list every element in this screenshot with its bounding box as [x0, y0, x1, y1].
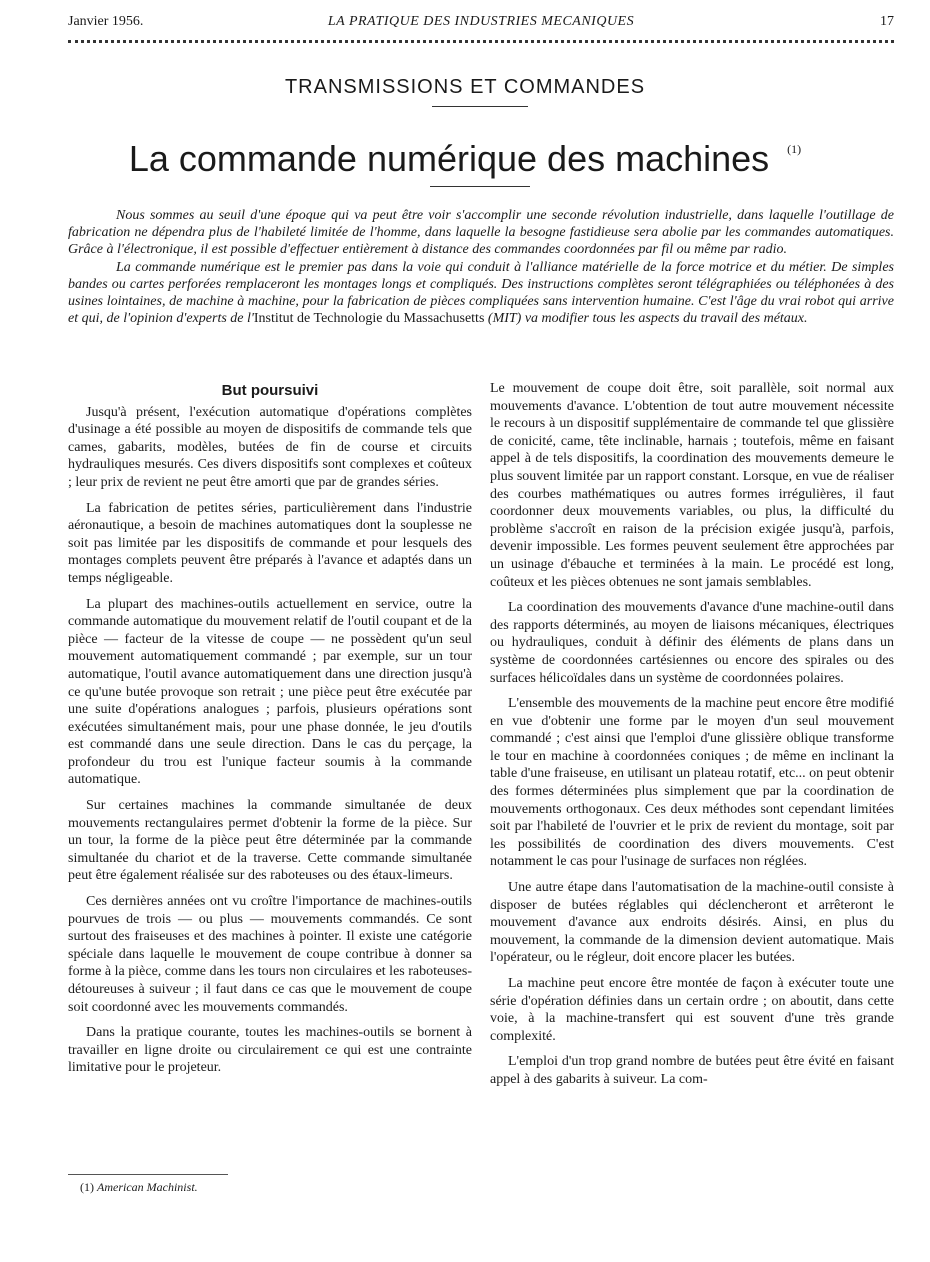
- intro-paragraph: Nous sommes au seuil d'une époque qui va peut être voir s'accomplir une seconde révolution industrielle, dans laquelle l'outillage de fabrication ne dépendra plus de l'habileté limitée de l'homme, dans laquelle la besogne fastidieuse sera abolie par les commandes automatiques. Grâce à l'électronique, il est possible d'effectuer entièrement à distance des commandes coordonnées par fil ou même par radio.: [68, 208, 894, 258]
- header-divider: [68, 40, 894, 43]
- footnote-mark: (1): [80, 1180, 94, 1194]
- body-paragraph: La plupart des machines-outils actuellement en service, outre la commande automatique du mouvement relatif de l'outil coupant et de la pièce — facteur de la vitesse de coupe — ne possèdent qu'un seul mouvement automatiquement commandé ; par exemple, sur un tour automatique, l'outil avance automatiquement dans une direction jusqu'à ce qu'une butée provoque son retrait ; une pièce peut être exécutée par une suite d'opérations analogues ; parfois, plusieurs opérations sont exécutées simultanément mais, pour une phase donnée, le jeu d'outils est commandé dans une seule direction. Dans le cas du perçage, la profondeur du trou est l'unique facteur soumis à la commande automatique.: [68, 596, 472, 788]
- article-title: [0, 138, 930, 180]
- article-intro: [68, 207, 894, 327]
- title-underline: [430, 186, 530, 187]
- body-paragraph: Dans la pratique courante, toutes les machines-outils se bornent à travailler en ligne droite ou circulairement ce qui est une contrainte limitative pour le projeteur.: [68, 1025, 472, 1076]
- section-title-underline: [432, 106, 528, 107]
- right-column: [490, 380, 894, 1097]
- body-paragraph: La fabrication de petites séries, particulièrement dans l'industrie aéronautique, a besoin de machines automatiques dont la souplesse ne soit pas limitée par les dispositifs de commande et pour lesquels des montages complets peuvent être préparés à l'avance et adaptés dans un temps négligeable.: [68, 500, 472, 586]
- body-paragraph: L'ensemble des mouvements de la machine peut encore être modifié en vue d'obtenir une forme par le moyen d'un seul mouvement commandé ; c'est ainsi que l'emploi d'une glissière oblique transforme le tour en machine à coordonnées coniques ; de même en inclinant la table d'une fraiseuse, en utilisant un plateau rotatif, etc... on peut obtenir des formes déterminées plus simplement que par la coordination de mouvements orthogonaux. Ces deux méthodes sont cependant limitées soit par l'habileté de l'ouvrier et le prix de revient du montage, soit par les possibilités de coordination des divers mouvements. C'est notamment le cas pour l'usinage de surfaces non réglées.: [490, 696, 894, 870]
- body-paragraph: La coordination des mouvements d'avance d'une machine-outil dans des rapports déterminés, au moyen de liaisons mécaniques, électriques ou hydrauliques, conduit à définir des éléments de plans dans un système de coordonnées cartésiennes ou encore des spirales ou des surfaces hélicoïdales dans un système de coordonnées polaires.: [490, 600, 894, 686]
- title-footnote-mark: (1): [787, 142, 802, 156]
- body-paragraph: Le mouvement de coupe doit être, soit parallèle, soit normal aux mouvements d'avance. L'obtention de tout autre mouvement nécessite le recours à un dispositif supplémentaire de commande tel que glissière de conicité, came, tête inclinable, harnais ; toutefois, même en faisant appel à de tels dispositifs, la coordination des mouvements demeure le plus souvent limitée par un rapport constant. Lorsque, en vue de réaliser des courbes mathématiques ou autres formes irrégulières, il faut coordonner deux mouvements variables, ou plus, la difficulté du problème s'accroît en raison de la précision exigée jusqu'à, parfois, devenir impossible. Les formes peuvent seulement être approchées par un usinage d'ébauche et terminées à la main. Le procédé est long, coûteux et les pièces obtenues ne sont jamais semblables.: [490, 381, 894, 590]
- institute-name: Institut de Technologie du Massachusetts: [253, 311, 485, 327]
- running-head: [68, 14, 894, 32]
- left-column: [68, 380, 472, 1085]
- body-paragraph: Sur certaines machines la commande simultanée de deux mouvements rectangulaires permet d'obtenir la forme de la pièce. Sur un tour, la forme de la pièce peut être déterminée par la commande simultanée du chariot et de la traverse. Cette commande simultanée peut être également réalisée sur des raboteuses ou des étaux-limeurs.: [68, 798, 472, 884]
- body-paragraph: Ces dernières années ont vu croître l'importance de machines-outils pourvues de trois — ou plus — mouvements commandés. Ce sont surtout des fraiseuses et des machines à pointer. Il existe une catégorie spéciale dans laquelle le mouvement de coupe contribue à donner sa forme à la pièce, comme dans les tours non circulaires et les raboteuses-détoureuses à suiveur ; il faut dans ce cas que le mouvement de coupe soit coordonné avec les mouvements commandés.: [68, 894, 472, 1015]
- subsection-heading: But poursuivi: [221, 382, 319, 399]
- journal-name: LA PRATIQUE DES INDUSTRIES MECANIQUES: [327, 14, 635, 29]
- body-paragraph: Une autre étape dans l'automatisation de la machine-outil consiste à disposer de butées réglables qui déclencheront et arrêteront le mouvement d'avance aux endroits désirés. Ainsi, en plus du mouvement, la commande de la dimension devient automatique. Mais l'opérateur, ou le régleur, doit encore placer les butées.: [490, 880, 894, 966]
- section-title: TRANSMISSIONS ET COMMANDES: [284, 76, 646, 98]
- body-paragraph: Jusqu'à présent, l'exécution automatique d'opérations complètes d'usinage a été possible au moyen de dispositifs de commande tels que cames, gabarits, modèles, butées de fin de course et circuits hydrauliques mesurés. Ces divers dispositifs sont complexes et coûteux ; leur prix de revient ne peut être amorti que par de grandes séries.: [68, 404, 472, 490]
- intro-text: La commande numérique est le premier pas dans la voie qui conduit à l'alliance matérielle de la force motrice et du métier. De simples bandes ou cartes perforées remplaceront les montages longs et compliqués. Des instructions complètes seront télégraphiées ou téléphonées à des usines lointaines, de machine à machine, pour la fabrication de pièces compliquées sans intervention humaine. C'est l'âge du vrai robot qui arrive et qui, de l'opinion d'experts de l': [68, 259, 894, 327]
- page-number: 17: [880, 14, 894, 29]
- footnote: [80, 1180, 198, 1195]
- intro-text: va modifier tous les aspects du travail des métaux.: [524, 311, 808, 327]
- mit-abbrev: (MIT): [484, 311, 525, 327]
- footnote-divider: [68, 1174, 228, 1175]
- body-paragraph: La machine peut encore être montée de façon à exécuter toute une série d'opération définies dans un certain ordre ; on aboutit, dans cette voie, à la machine-transfert qui est souvent d'une très grande complexité.: [490, 976, 894, 1044]
- article-title-text: La commande numérique des machines: [128, 138, 770, 179]
- issue-date: Janvier 1956.: [68, 14, 144, 29]
- body-paragraph: L'emploi d'un trop grand nombre de butées peut être évité en faisant appel à des gabarits à suiveur. La com-: [490, 1054, 894, 1087]
- footnote-text: American Machinist.: [97, 1180, 198, 1194]
- intro-paragraph: [68, 259, 894, 328]
